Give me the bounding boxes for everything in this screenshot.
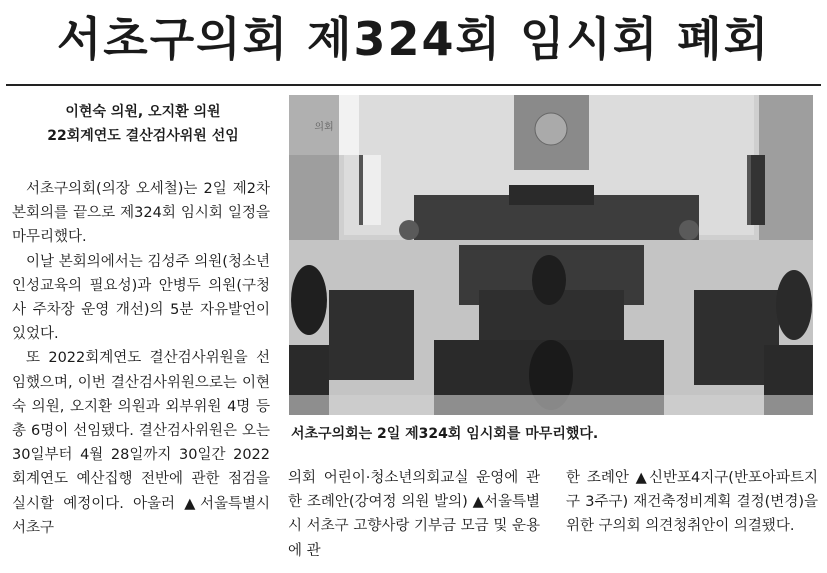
article-column-2 <box>288 466 540 563</box>
subhead-line-2: 22회계연도 결산검사위원 선임 <box>47 128 239 144</box>
headline: 서초구의회 제324회 임시회 폐회 <box>56 12 771 66</box>
council-chamber-photo <box>289 95 813 415</box>
paragraph-3: 또 2022회계연도 결산검사위원을 선임했으며, 이번 결산검사위원으로는 이현숙 의원, 오지환 의원과 외부위원 4명 등 총 6명이 선임됐다. 결산검사위원은 오는 30일부터 4월 28일까지 30일간 2022회계연도 예산집행 전반에 관한 점검을 실시할 예정이다. 아울러 ▲서울특별시 서초구 <box>12 350 270 536</box>
article-column-1 <box>12 177 270 540</box>
headline-rule <box>6 84 821 86</box>
photo-caption: 서초구의회는 2일 제324회 임시회를 마무리했다. <box>291 426 599 442</box>
paragraph-col2: 의회 어린이·청소년의회교실 운영에 관한 조례안(강여정 의원 발의) ▲서울특별시 서초구 고향사랑 기부금 모금 및 운용에 관 <box>288 470 540 559</box>
article-column-3 <box>566 466 818 539</box>
subhead-line-1: 이현숙 의원, 오지환 의원 <box>65 104 221 120</box>
paragraph-1: 서초구의회(의장 오세철)는 2일 제2차 본회의를 끝으로 제324회 임시회 일정을 마무리했다. <box>12 181 270 246</box>
paragraph-col3: 한 조례안 ▲신반포4지구(반포아파트지구 3주구) 재건축정비계획 결정(변경)을 위한 구의회 의견청취안이 의결됐다. <box>566 470 818 535</box>
subheadline <box>16 100 270 148</box>
paragraph-2: 이날 본회의에서는 김성주 의원(청소년 인성교육의 필요성)과 안병두 의원(구청사 주차장 운영 개선)의 5분 자유발언이 있었다. <box>12 253 270 343</box>
